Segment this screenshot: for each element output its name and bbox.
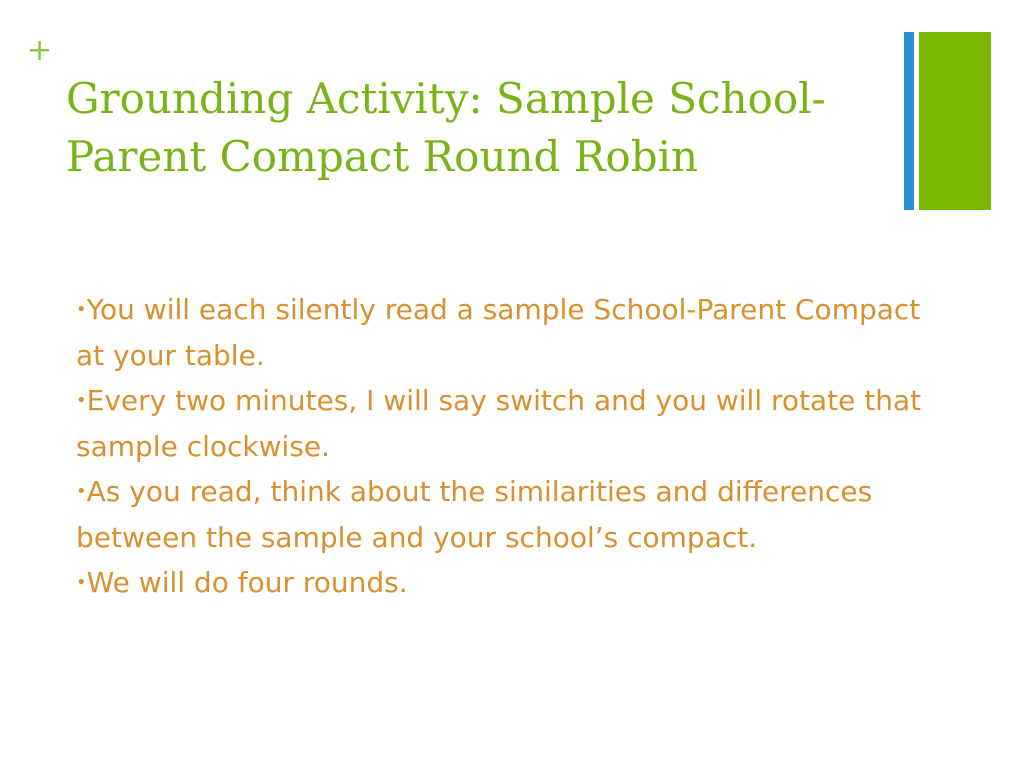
bullet-text: Every two minutes, I will say switch and you will rotate that sample clockwise. [76, 384, 922, 463]
bullet-item [76, 287, 936, 378]
bullet-item [76, 469, 936, 560]
bullet-item [76, 378, 936, 469]
bullet-list [76, 287, 936, 606]
plus-mark: + [27, 33, 53, 68]
bullet-text: We will do four rounds. [86, 566, 408, 599]
bullet-glyph: • [76, 572, 87, 593]
bullet-glyph: • [76, 390, 87, 411]
bullet-glyph: • [76, 481, 87, 502]
bullet-glyph: • [76, 299, 87, 320]
bullet-text: As you read, think about the similarities and differences between the sample and your school’s compact. [76, 475, 873, 554]
accent-bar-green [919, 32, 991, 210]
accent-bar-blue [904, 32, 914, 210]
slide-title: Grounding Activity: Sample School-Parent Compact Round Robin [66, 74, 826, 181]
bullet-item [76, 560, 936, 606]
bullet-text: You will each silently read a sample School-Parent Compact at your table. [76, 293, 921, 372]
